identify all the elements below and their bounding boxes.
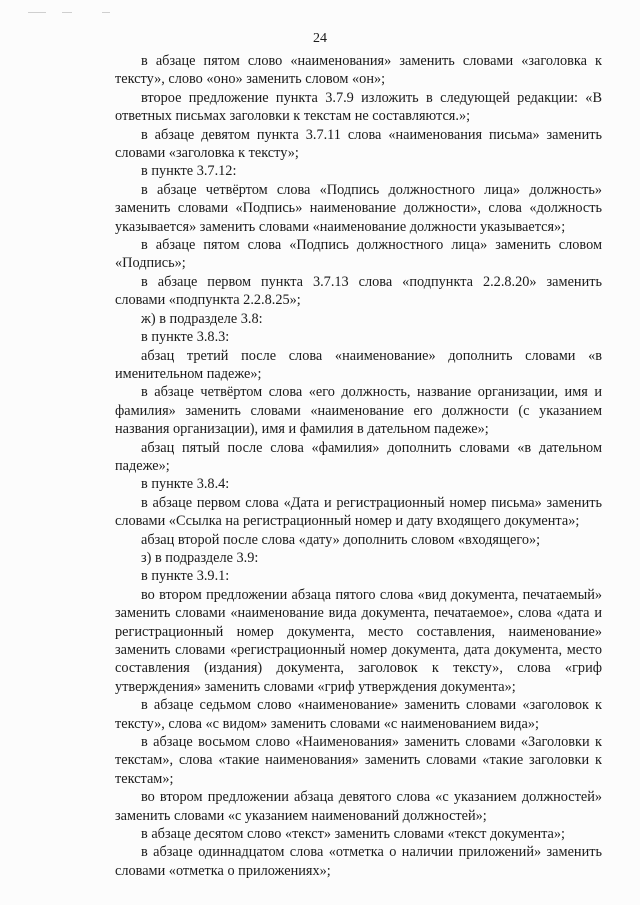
paragraph: в абзаце десятом слово «текст» заменить словами «текст документа»; <box>141 826 566 843</box>
paragraph: в пункте 3.7.12: <box>141 163 237 180</box>
paragraph: в абзаце пятом слово «наименования» заменить словами «заголовка к тексту», слово «оно» заменить словом «он»; <box>115 53 602 88</box>
paragraph: з) в подразделе 3.9: <box>141 549 259 566</box>
paragraph: второе предложение пункта 3.7.9 изложить в следующей редакции: «В ответных письмах заголовки к текстам не составляются.»; <box>115 89 602 125</box>
scan-artifact <box>102 12 110 13</box>
paragraph: в абзаце девятом пункта 3.7.11 слова «наименования письма» заменить словами «заголовка к тексту»; <box>115 126 602 162</box>
paragraph: в абзаце четвёртом слова «его должность, название организации, имя и фамилия» заменить словами «наименование его должности (с указанием названия организации), имя и фамилия в дательном падеже»; <box>115 384 602 438</box>
paragraph: во втором предложении абзаца девятого слова «с указанием должностей» заменить словами «с указанием наименований должностей»; <box>115 789 602 824</box>
paragraph: абзац второй после слова «дату» дополнить словом «входящего»; <box>141 531 541 548</box>
paragraph: в абзаце восьмом слово «Наименования» заменить словами «Заголовки к текстам», слова «такие наименования» заменить словами «такие заголовки к текстам»; <box>115 734 602 787</box>
paragraph: во втором предложении абзаца пятого слова «вид документа, печатаемый» заменить словами «наименование вида документа, печатаемое», слова «дата и регистрационный номер документа, место составления, наименование» заменить словами «регистрационный номер документа, дата документа, место составления (издания) документа, заголовок к тексту», слова «гриф утверждения» заменить словами «гриф утверждения документа»; <box>115 586 602 695</box>
scan-artifact <box>28 12 46 13</box>
paragraph: абзац пятый после слова «фамилия» дополнить словами «в дательном падеже»; <box>115 439 602 474</box>
paragraph: ж) в подразделе 3.8: <box>141 310 263 327</box>
paragraph: в пункте 3.8.4: <box>141 476 230 493</box>
paragraph: в пункте 3.8.3: <box>141 329 230 346</box>
page-number: 24 <box>313 31 327 46</box>
paragraph: в абзаце первом слова «Дата и регистрационный номер письма» заменить словами «Ссылка на регистрационный номер и дату входящего документа»; <box>115 494 602 530</box>
paragraph: в пункте 3.9.1: <box>141 568 230 585</box>
paragraph: абзац третий после слова «наименование» дополнить словами «в именительном падеже»; <box>115 347 602 382</box>
paragraph: в абзаце седьмом слово «наименование» заменить словами «заголовок к тексту», слова «с видом» заменить словами «с наименованием вида»; <box>115 697 602 732</box>
scan-artifact <box>62 12 72 13</box>
paragraph: в абзаце пятом слова «Подпись должностного лица» заменить словом «Подпись»; <box>115 237 602 272</box>
document-body <box>115 52 602 880</box>
paragraph: в абзаце одиннадцатом слова «отметка о наличии приложений» заменить словами «отметка о приложениях»; <box>115 844 602 879</box>
paragraph: в абзаце четвёртом слова «Подпись должностного лица» должность» заменить словами «Подпись» наименование должности», слова «должность указывается» заменить словами «наименование должности указывается»; <box>115 181 602 235</box>
paragraph: в абзаце первом пункта 3.7.13 слова «подпункта 2.2.8.20» заменить словами «подпункта 2.2.8.25»; <box>115 273 602 309</box>
